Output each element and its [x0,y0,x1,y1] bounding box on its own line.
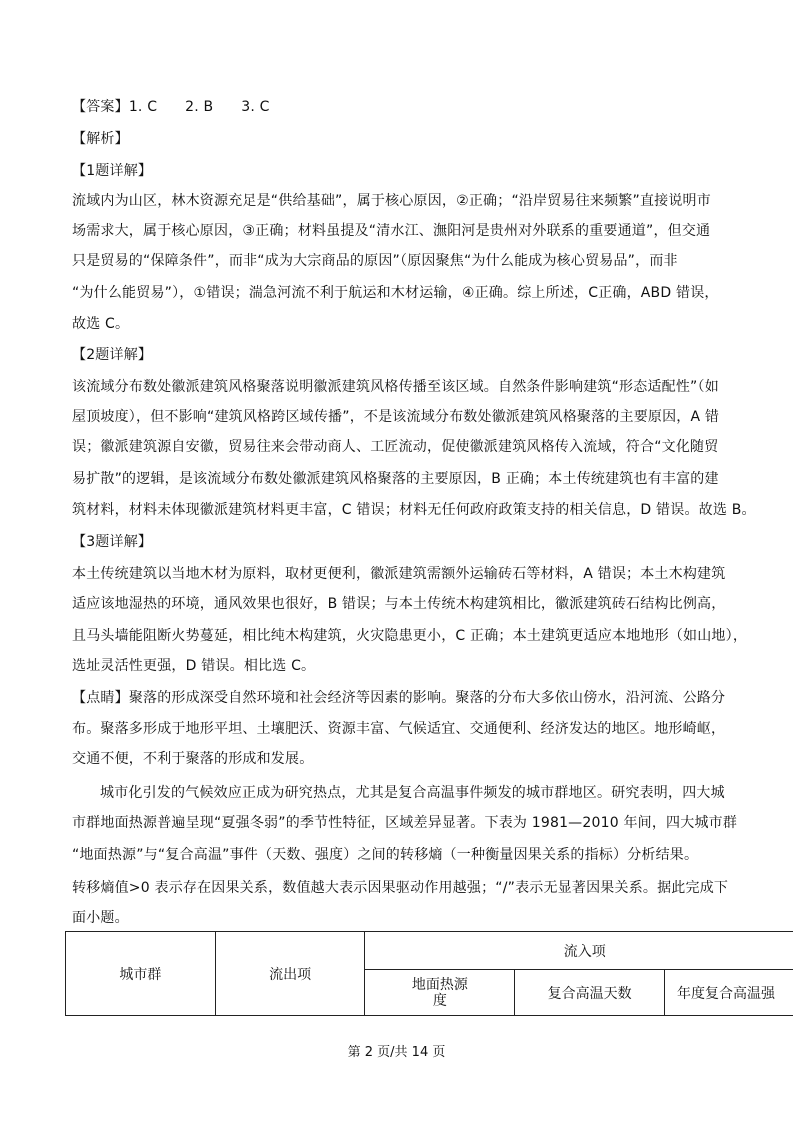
answer-items: 1. C 2. B 3. C [128,99,270,115]
outflow-header: 流出项 [215,932,365,1016]
tip-line-1 [72,688,725,708]
answer-label: 【答案】 [72,99,129,115]
q2-heading: 【2题详解】 [72,347,153,363]
q3-line-1: 本土传统建筑以当地木材为原料，取材更便利，徽派建筑需额外运输砖石等材料，A 错误；本土木构建筑 [72,566,726,582]
q3-line-4: 选址灵活性更强，D 错误。相比选 C。 [72,658,316,674]
intro-line-5: 面小题。 [72,910,129,926]
q2-line-5: 筑材料，材料未体现徽派建筑材料更丰富，C 错误；材料无任何政府政策支持的相关信息，D 错误。故选 B。 [72,502,756,518]
q2-line-4: 易扩散”的逻辑，是该流域分布数处徽派建筑风格聚落的主要原因，B 正确；本土传统建筑也有丰富的建 [72,471,719,487]
inflow-sub-header-intensity: 年度复合高温强 [665,970,793,1016]
intro-line-1: 城市化引发的气候效应正成为研究热点，尤其是复合高温事件频发的城市群地区。研究表明，四大城 [100,785,725,801]
transfer-entropy-table [65,931,793,1016]
tip-line-2: 布。聚落多形成于地形平坦、土壤肥沃、资源丰富、气候适宜、交通便利、经济发达的地区。地形崎岖， [72,721,726,737]
q2-line-1: 该流域分布数处徽派建筑风格聚落说明徽派建筑风格传播至该区域。自然条件影响建筑“形态适配性”（如 [72,379,719,395]
answer-line [72,97,270,117]
page-footer: 第 2 页/共 14 页 [347,1045,446,1060]
q1-line-5: 故选 C。 [72,316,130,332]
city-group-header: 城市群 [66,932,216,1016]
tip-label: 【点睛】 [72,690,129,706]
q3-heading: 【3题详解】 [72,534,153,550]
intro-line-3: “地面热源”与“复合高温”事件（天数、强度）之间的转移熵（一种衡量因果关系的指标）分析结果。 [72,847,699,863]
q1-line-4: “为什么能贸易”），①错误；湍急河流不利于航运和木材运输，④正确。综上所述，C正确，ABD 错误， [72,285,719,301]
inflow-header: 流入项 [365,932,793,970]
q1-line-3: 只是贸易的“保障条件”，而非“成为大宗商品的原因”（原因聚焦“为什么能成为核心贸易品”，而非 [72,253,678,269]
analysis-label: 【解析】 [72,131,129,147]
tip-line-3: 交通不便，不利于聚落的形成和发展。 [72,751,314,767]
q1-line-2: 场需求大，属于核心原因，③正确；材料虽提及“清水江、潕阳河是贵州对外联系的重要通道”，但交通 [72,223,711,239]
intro-line-4: 转移熵值>0 表示存在因果关系，数值越大表示因果驱动作用越强；“/”表示无显著因果关系。据此完成下 [72,880,729,896]
intro-line-2: 市群地面热源普遍呈现“夏强冬弱”的季节性特征，区域差异显著。下表为 1981—2010 年间，四大城市群 [72,815,738,831]
q1-line-1: 流域内为山区，林木资源充足是“供给基础”，属于核心原因，②正确；“沿岸贸易往来频繁”直接说明市 [72,193,711,209]
q2-line-3: 误；徽派建筑源自安徽，贸易往来会带动商人、工匠流动，促使徽派建筑风格传入流域，符合“文化随贸 [72,439,719,455]
q3-line-2: 适应该地湿热的环境，通风效果也很好，B 错误；与本土传统木构建筑相比，徽派建筑砖石结构比例高， [72,596,726,612]
tip-text-1: 聚落的形成深受自然环境和社会经济等因素的影响。聚落的分布大多依山傍水，沿河流、公路分 [128,690,726,706]
inflow-sub-header-surface-heat: 地面热源度 [365,970,515,1016]
q3-line-3: 且马头墙能阻断火势蔓延，相比纯木构建筑，火灾隐患更小，C 正确；本土建筑更适应本地地形（如山地）， [72,628,748,644]
q2-line-2: 屋顶坡度），但不影响“建筑风格跨区域传播”，不是该流域分布数处徽派建筑风格聚落的主要原因，A 错 [72,409,720,425]
inflow-sub-header-days: 复合高温天数 [515,970,665,1016]
q1-heading: 【1题详解】 [72,163,153,179]
